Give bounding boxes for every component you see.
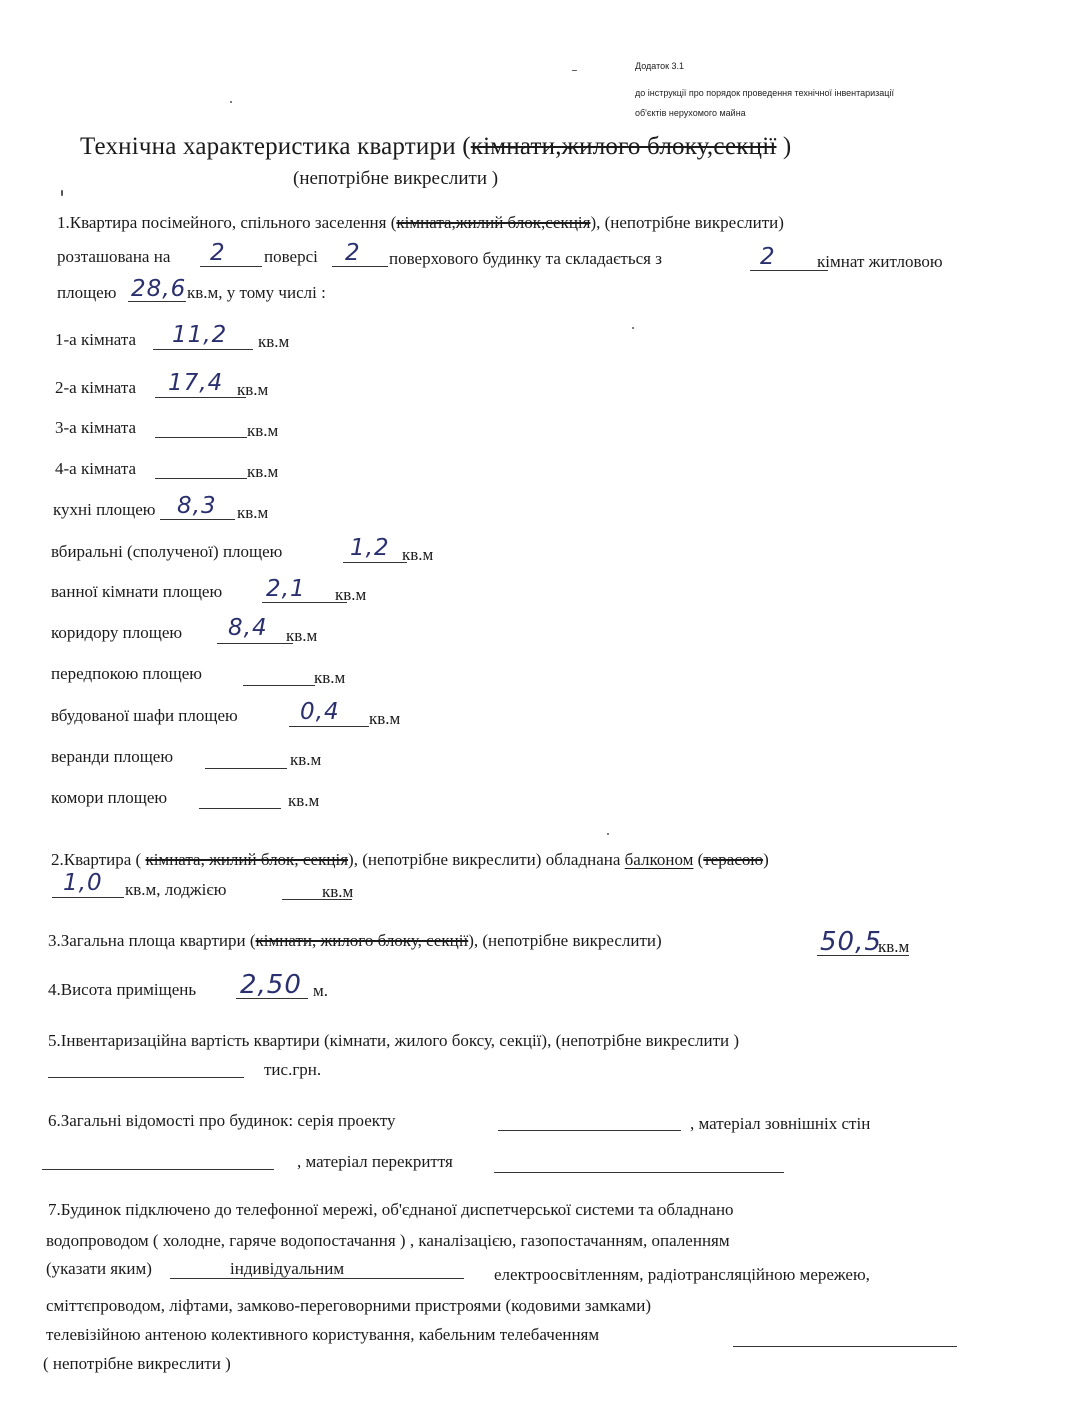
room4-line[interactable]: [155, 478, 247, 479]
storeys-field-line: [332, 266, 388, 267]
s3-a: 3.Загальна площа квартири (: [48, 931, 256, 950]
toilet-line: [343, 562, 407, 563]
s2-terrace-struck: терасою: [703, 850, 764, 869]
room4-label: 4-а кімната: [55, 459, 137, 478]
veranda-unit: кв.м: [290, 750, 322, 769]
s1-line1-b: ), (непотрібне викреслити): [590, 213, 784, 232]
s2-struck: кімната, жилий блок, секція: [145, 850, 349, 869]
walls-label: , матеріал зовнішніх стін: [690, 1114, 871, 1133]
floor-field-line: [200, 266, 262, 267]
s7-line3-a: (указати яким): [46, 1259, 152, 1278]
inventory-value-line[interactable]: [48, 1077, 244, 1078]
room2-line: [155, 397, 246, 398]
s3-line: [48, 931, 662, 951]
scan-speck: [572, 70, 577, 71]
scan-speck: [61, 190, 63, 196]
title-note: (непотрібне викреслити ): [293, 168, 499, 189]
page-title: [80, 133, 791, 161]
toilet-label: вбиральні (сполученої) площею: [51, 542, 283, 561]
balcony-unit-loggia: кв.м, лоджією: [125, 880, 227, 899]
title-main: Технічна характеристика квартири (: [80, 133, 471, 160]
project-series-line[interactable]: [498, 1130, 681, 1131]
instruction-line-2: об'єктів нерухомого майна: [635, 108, 746, 118]
total-area-unit: кв.м: [878, 937, 910, 956]
anteroom-unit: кв.м: [314, 668, 346, 687]
title-struck: кімнати,жилого блоку,секції: [470, 133, 777, 160]
total-area-value[interactable]: 50,5: [820, 927, 882, 957]
s2-a: 2.Квартира (: [51, 850, 146, 869]
veranda-line[interactable]: [205, 768, 287, 769]
balcony-value[interactable]: 1,0: [63, 870, 103, 896]
anteroom-line[interactable]: [243, 685, 315, 686]
corridor-value[interactable]: 8,4: [228, 615, 268, 641]
balcony-line: [52, 897, 124, 898]
bath-label: ванної кімнати площею: [51, 582, 223, 601]
s3-struck: кімнати, жилого блоку, секції: [255, 931, 469, 950]
s7-line3-b: електроосвітленням, радіотрансляційною мережею,: [494, 1265, 870, 1284]
bath-unit: кв.м: [335, 585, 367, 604]
closet-unit: кв.м: [369, 709, 401, 728]
kitchen-label: кухні площею: [53, 500, 156, 519]
living-area-suffix: кв.м, у тому числі :: [187, 283, 326, 302]
floors-label: , матеріал перекриття: [297, 1152, 453, 1171]
corridor-label: коридору площею: [51, 623, 183, 642]
veranda-label: веранди площею: [51, 747, 174, 766]
room3-label: 3-а кімната: [55, 418, 137, 437]
room1-label: 1-а кімната: [55, 330, 137, 349]
bath-value[interactable]: 2,1: [266, 576, 306, 602]
living-area-prefix: площею: [57, 283, 117, 302]
height-value[interactable]: 2,50: [240, 970, 302, 1000]
pantry-line[interactable]: [199, 808, 281, 809]
rooms-value[interactable]: 2: [760, 244, 776, 270]
storeys-label: поверхового будинку та складається з: [389, 249, 662, 268]
room2-unit: кв.м: [237, 380, 269, 399]
appendix-label: Додаток 3.1: [635, 61, 685, 71]
walls-material-line[interactable]: [42, 1169, 274, 1170]
floor-label: поверсі: [264, 247, 318, 266]
cable-tv-line[interactable]: [733, 1346, 957, 1347]
located-on-label: розташована на: [57, 247, 171, 266]
floor-value[interactable]: 2: [210, 240, 226, 266]
pantry-label: комори площею: [51, 788, 168, 807]
room3-unit: кв.м: [247, 421, 279, 440]
rooms-label: кімнат житловою: [817, 252, 943, 271]
kitchen-value[interactable]: 8,3: [177, 493, 217, 519]
closet-value[interactable]: 0,4: [300, 699, 340, 725]
s2-balcony: балконом: [624, 850, 694, 869]
s1-line1: [57, 213, 784, 233]
room2-value[interactable]: 17,4: [168, 370, 224, 396]
s1-line1-struck: кімната,жилий блок,секція: [396, 213, 591, 232]
corridor-line: [217, 643, 293, 644]
heating-value[interactable]: індивідуальним: [230, 1259, 345, 1278]
s2-line1: [51, 850, 769, 870]
s4-label: 4.Висота приміщень: [48, 980, 197, 999]
closet-label: вбудованої шафи площею: [51, 706, 238, 725]
floors-material-line[interactable]: [494, 1172, 784, 1173]
s1-line1-a: 1.Квартира посімейного, спільного заселення (: [57, 213, 397, 232]
s2-b: ), (непотрібне викреслити) обладнана: [348, 850, 625, 869]
s2-c: (: [693, 850, 704, 869]
s3-b: ), (непотрібне викреслити): [468, 931, 662, 950]
loggia-unit: кв.м: [322, 882, 354, 901]
toilet-unit: кв.м: [402, 545, 434, 564]
room1-value[interactable]: 11,2: [172, 322, 228, 348]
room3-line[interactable]: [155, 437, 247, 438]
toilet-value[interactable]: 1,2: [350, 535, 390, 561]
kitchen-unit: кв.м: [237, 503, 269, 522]
height-unit: м.: [313, 981, 329, 1000]
kitchen-line: [160, 519, 235, 520]
scan-speck: [632, 327, 634, 329]
s5-unit: тис.грн.: [264, 1060, 322, 1079]
anteroom-label: передпокою площею: [51, 664, 202, 683]
s2-d: ): [763, 850, 769, 869]
title-close: ): [776, 133, 792, 160]
s7-line2: водопроводом ( холодне, гаряче водопостачання ) , каналізацією, газопостачанням, опаленням: [46, 1231, 730, 1250]
storeys-value[interactable]: 2: [345, 240, 361, 266]
s7-line5: телевізійною антеною колективного користування, кабельним телебаченням: [46, 1325, 600, 1344]
room4-unit: кв.м: [247, 462, 279, 481]
scan-speck: [607, 833, 609, 835]
instruction-line-1: до інструкції про порядок проведення технічної інвентаризації: [635, 88, 894, 98]
living-area-value[interactable]: 28,6: [131, 276, 187, 302]
room1-line: [153, 349, 253, 350]
scan-speck: [230, 101, 232, 103]
corridor-unit: кв.м: [286, 626, 318, 645]
room1-unit: кв.м: [258, 332, 290, 351]
room2-label: 2-а кімната: [55, 378, 137, 397]
s7-line4: сміттєпроводом, ліфтами, замково-переговорними пристроями (кодовими замками): [46, 1296, 651, 1315]
s6-label: 6.Загальні відомості про будинок: серія проекту: [48, 1111, 396, 1130]
closet-line: [289, 726, 369, 727]
s7-line1: 7.Будинок підключено до телефонної мережі, об'єднаної диспетчерської системи та обладнано: [48, 1200, 734, 1219]
pantry-unit: кв.м: [288, 791, 320, 810]
s7-note: ( непотрібне викреслити ): [43, 1354, 231, 1373]
s5-label: 5.Інвентаризаційна вартість квартири (кімнати, жилого боксу, секції), (непотрібне викреслити ): [48, 1031, 740, 1050]
